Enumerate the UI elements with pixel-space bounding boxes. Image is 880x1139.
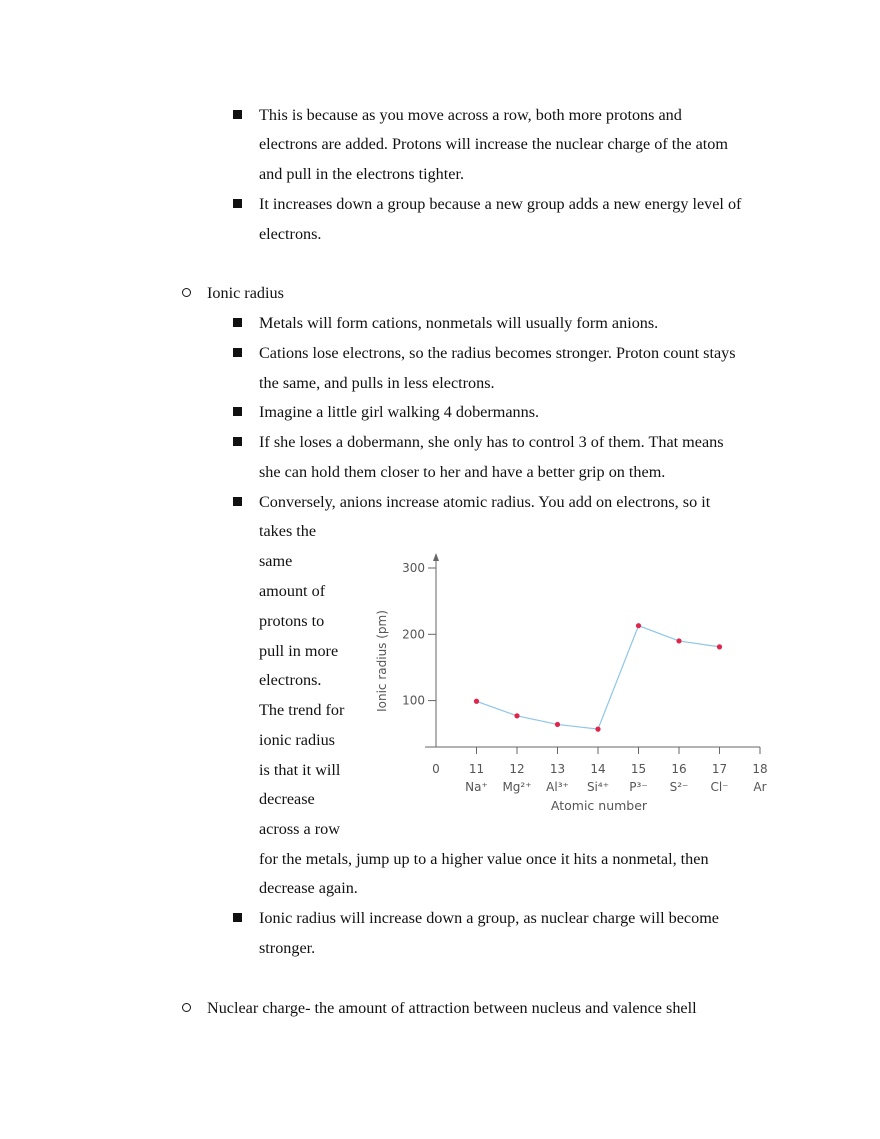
x-tick-label: 18	[752, 762, 768, 776]
ion-label: Ar	[753, 780, 767, 794]
bullet-square-icon	[233, 407, 242, 416]
x-tick-label: 11	[468, 762, 485, 776]
text-line: across a row	[259, 820, 340, 838]
text-line: decrease again.	[259, 879, 358, 897]
x-tick-label: 15	[630, 762, 647, 776]
bullet-square-icon	[233, 318, 242, 327]
y-axis-label: Ionic radius (pm)	[375, 610, 389, 712]
bullet-square-icon	[233, 110, 242, 119]
text-line: Ionic radius will increase down a group, as nuclear charge will become	[259, 909, 719, 927]
text-line: The trend for	[259, 701, 345, 719]
bullet-square-icon	[233, 437, 242, 446]
x-tick-label: 12	[509, 762, 525, 776]
text-line: It increases down a group because a new group adds a new energy level of	[259, 195, 742, 213]
x-tick-label: 16	[671, 762, 687, 776]
text-line: takes the	[259, 522, 317, 540]
text-line: the same, and pulls in less electrons.	[259, 374, 495, 392]
y-tick-label: 100	[402, 693, 425, 708]
y-axis-arrow-icon	[433, 553, 439, 561]
bullet-square-icon	[233, 348, 242, 357]
text-line: Cations lose electrons, so the radius becomes stronger. Proton count stays	[259, 344, 736, 362]
ion-label: Al³⁺	[546, 780, 569, 794]
data-point	[636, 623, 641, 628]
text-line: pull in more	[259, 642, 339, 660]
ion-label: Mg²⁺	[502, 780, 532, 794]
y-tick-label: 200	[402, 627, 425, 642]
text-line: Imagine a little girl walking 4 dobermanns.	[259, 403, 540, 421]
text-line: for the metals, jump up to a higher value once it hits a nonmetal, then	[259, 850, 709, 868]
data-point	[555, 722, 560, 727]
y-tick-label: 300	[402, 561, 425, 575]
bullet-circle-icon	[182, 288, 191, 297]
ionic-radius-chart	[368, 548, 780, 820]
x-tick-label: 14	[590, 762, 606, 776]
data-point	[474, 699, 479, 704]
x-tick-label: 13	[549, 762, 566, 776]
text-line: and pull in the electrons tighter.	[259, 165, 464, 183]
text-line: electrons are added. Protons will increase the nuclear charge of the atom	[259, 135, 728, 153]
bullet-circle-icon	[182, 1003, 191, 1012]
data-point	[595, 727, 600, 732]
text-line: protons to	[259, 612, 325, 630]
ion-label: Cl⁻	[710, 780, 729, 794]
text-line: stronger.	[259, 939, 316, 957]
text-line: ionic radius	[259, 731, 335, 749]
text-line: amount of	[259, 582, 326, 600]
data-point	[514, 713, 519, 718]
ion-label: S²⁻	[669, 780, 689, 794]
text-line: she can hold them closer to her and have a better grip on them.	[259, 463, 666, 481]
ion-label: Na⁺	[465, 780, 488, 794]
x-axis-label: Atomic number	[550, 798, 648, 813]
text-line: If she loses a dobermann, she only has to control 3 of them. That means	[259, 433, 724, 451]
series-line	[477, 626, 720, 729]
text-line: This is because as you move across a row, both more protons and	[259, 106, 682, 124]
section-heading: Ionic radius	[207, 284, 284, 302]
text-line: electrons.	[259, 671, 322, 689]
ion-label: Si⁴⁺	[586, 780, 610, 794]
data-point	[717, 644, 722, 649]
text-line: decrease	[259, 790, 315, 808]
bullet-square-icon	[233, 199, 242, 208]
bullet-square-icon	[233, 913, 242, 922]
text-line: same	[259, 552, 293, 570]
text-line: is that it will	[259, 761, 341, 779]
ion-label: P³⁻	[629, 780, 648, 794]
section-heading: Nuclear charge- the amount of attraction between nucleus and valence shell	[207, 999, 697, 1017]
text-line: electrons.	[259, 225, 322, 243]
text-line: Metals will form cations, nonmetals will usually form anions.	[259, 314, 659, 332]
x-tick-label: 17	[711, 762, 728, 776]
text-line: Conversely, anions increase atomic radius. You add on electrons, so it	[259, 493, 711, 511]
x-tick-label: 0	[432, 762, 440, 776]
bullet-square-icon	[233, 497, 242, 506]
data-point	[676, 638, 681, 643]
